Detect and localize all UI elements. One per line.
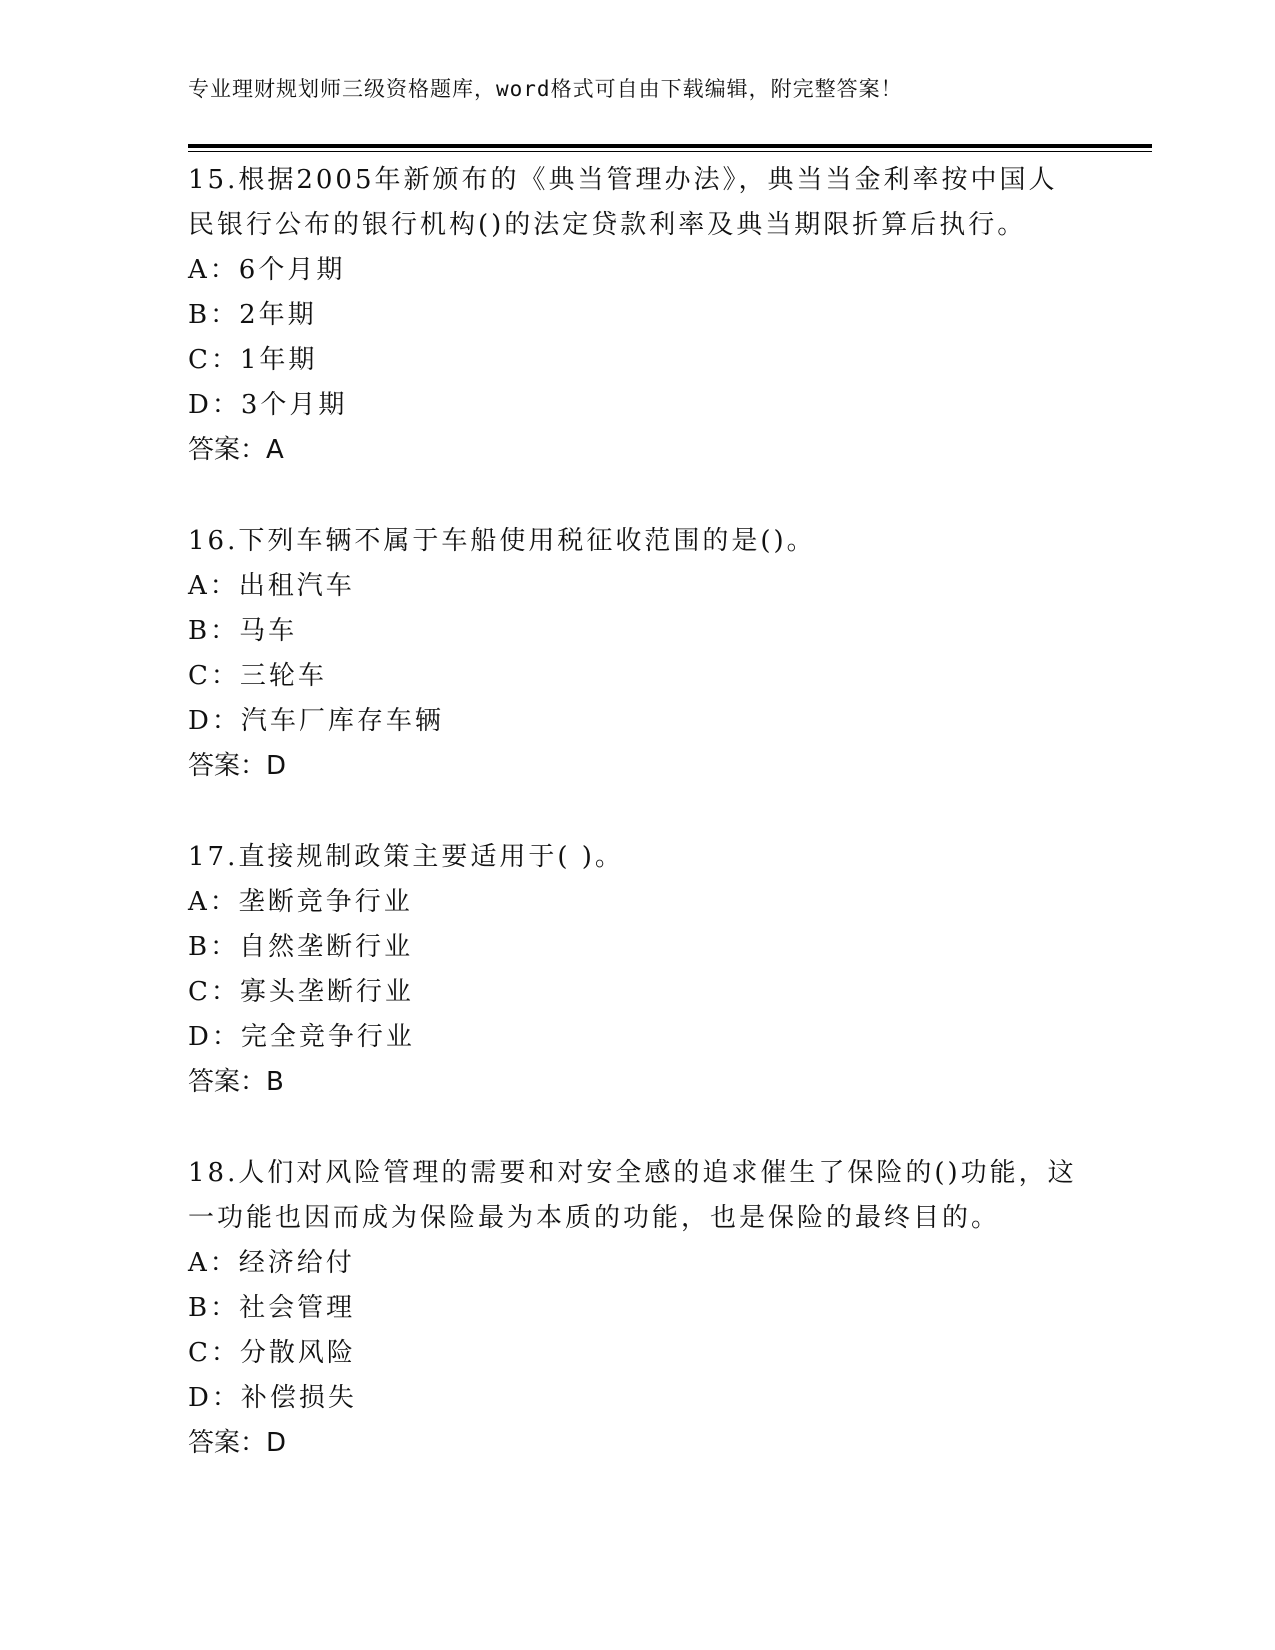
answer: 答案：D: [188, 1428, 287, 1458]
option-c: C：寡头垄断行业: [188, 977, 414, 1007]
question-text: 民银行公布的银行机构()的法定贷款利率及典当期限折算后执行。: [188, 210, 1027, 240]
option-d: D：汽车厂库存车辆: [188, 706, 444, 736]
question-spacer: [188, 473, 1088, 519]
question-18: [188, 1151, 1088, 1466]
option-b: B：2年期: [188, 300, 317, 330]
option-c: C：1年期: [188, 345, 318, 375]
option-b: B：社会管理: [188, 1293, 356, 1323]
page-header: 专业理财规划师三级资格题库，word格式可自由下载编辑，附完整答案！: [188, 77, 903, 101]
question-text: 18.人们对风险管理的需要和对安全感的追求催生了保险的()功能，这: [188, 1158, 1077, 1188]
option-d: D：补偿损失: [188, 1383, 357, 1413]
option-d: D：完全竞争行业: [188, 1022, 415, 1052]
answer: 答案：D: [188, 751, 287, 781]
option-b: B：马车: [188, 616, 298, 646]
question-16: [188, 519, 1088, 789]
question-text: 16.下列车辆不属于车船使用税征收范围的是()。: [188, 526, 816, 556]
option-b: B：自然垄断行业: [188, 932, 414, 962]
option-c: C：三轮车: [188, 661, 327, 691]
option-a: A：经济给付: [188, 1248, 355, 1278]
question-15: [188, 158, 1088, 473]
option-a: A：垄断竞争行业: [188, 887, 413, 917]
header-divider-thin: [188, 151, 1152, 152]
question-text: 一功能也因而成为保险最为本质的功能，也是保险的最终目的。: [188, 1203, 1001, 1233]
option-a: A：6个月期: [188, 255, 346, 285]
question-text: 17.直接规制政策主要适用于( )。: [188, 842, 624, 872]
option-a: A：出租汽车: [188, 571, 355, 601]
question-text: 15.根据2005年新颁布的《典当管理办法》，典当当金利率按中国人: [188, 165, 1058, 195]
question-spacer: [188, 789, 1088, 835]
option-c: C：分散风险: [188, 1338, 356, 1368]
question-spacer: [188, 1105, 1088, 1151]
answer: 答案：B: [188, 1067, 284, 1097]
question-17: [188, 835, 1088, 1105]
question-list: [188, 158, 1088, 1466]
answer: 答案：A: [188, 435, 284, 465]
option-d: D：3个月期: [188, 390, 348, 420]
header-divider-thick: [188, 144, 1152, 148]
